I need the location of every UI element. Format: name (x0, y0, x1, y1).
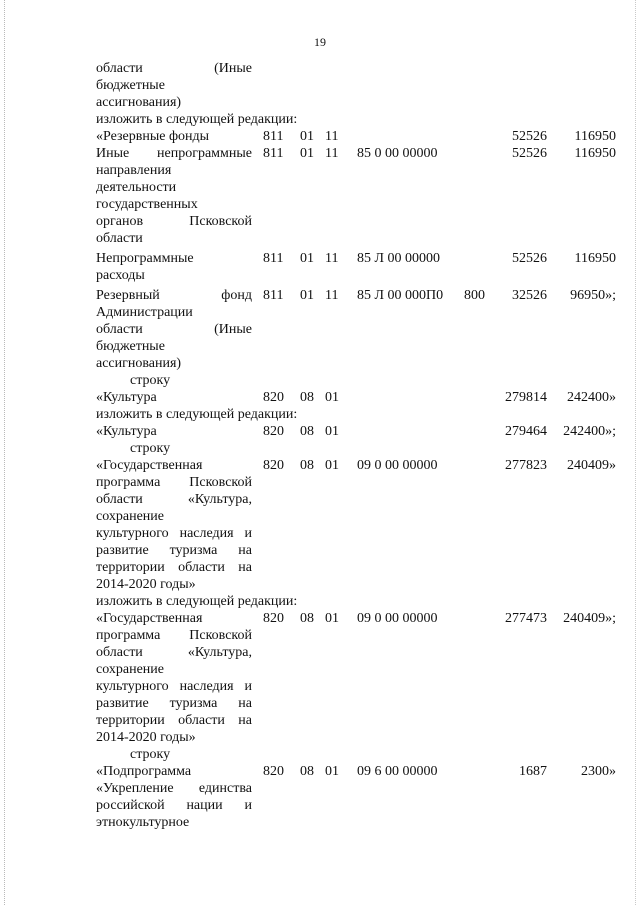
cell-sum-1: 52526 (512, 146, 547, 161)
cell-sum-2: 242400»; (563, 424, 616, 439)
cell-razdel: 08 (300, 611, 314, 626)
row-name: «Культура (96, 390, 157, 405)
cell-vedomstvo: 811 (263, 129, 284, 144)
cell-vedomstvo: 811 (263, 288, 284, 303)
row-name: «Государственная программа Псковской области «Культура, сохранение культурного наследия и развитие туризма на территории области на 2014-2020 годы» (96, 458, 252, 592)
page-number: 19 (314, 35, 326, 49)
cell-sum-2: 242400» (567, 390, 616, 405)
row-name: Резервный фонд Администрации области (Иные бюджетные ассигнования) (96, 288, 252, 371)
table-row (0, 250, 640, 284)
table-row (0, 145, 640, 247)
cell-sum-1: 279464 (505, 424, 547, 439)
table-row (0, 60, 640, 111)
cell-podrazdel: 01 (325, 424, 339, 439)
line-note: строку (130, 373, 171, 388)
cell-sum-2: 116950 (574, 146, 616, 161)
line-note: строку (130, 747, 171, 762)
cell-sum-2: 240409» (567, 458, 616, 473)
cell-csr: 85 Л 00 00000 (357, 251, 440, 266)
edit-note: изложить в следующей редакции: (96, 594, 298, 609)
cell-podrazdel: 01 (325, 390, 339, 405)
cell-vedomstvo: 820 (263, 611, 284, 626)
cell-sum-2: 96950»; (570, 288, 616, 303)
cell-vedomstvo: 820 (263, 390, 284, 405)
cell-sum-1: 1687 (519, 764, 547, 779)
cell-vedomstvo: 820 (263, 458, 284, 473)
cell-sum-2: 240409»; (563, 611, 616, 626)
cell-podrazdel: 11 (325, 146, 339, 161)
cell-vedomstvo: 820 (263, 764, 284, 779)
cell-sum-1: 52526 (512, 251, 547, 266)
row-name: Непрограммные расходы (96, 251, 194, 283)
cell-vedomstvo: 811 (263, 251, 284, 266)
table-row (0, 389, 640, 406)
edit-note: изложить в следующей редакции: (96, 407, 298, 422)
cell-podrazdel: 11 (325, 288, 339, 303)
cell-sum-2: 116950 (574, 251, 616, 266)
cell-csr: 85 Л 00 000П0 (357, 288, 444, 303)
cell-vr: 800 (464, 288, 485, 303)
cell-podrazdel: 11 (325, 129, 339, 144)
cell-csr: 09 0 00 00000 (357, 611, 438, 626)
table-row (0, 287, 640, 372)
cell-sum-1: 32526 (512, 288, 547, 303)
cell-sum-2: 116950 (574, 129, 616, 144)
cell-razdel: 01 (300, 129, 314, 144)
table-row (0, 763, 640, 831)
cell-csr: 85 0 00 00000 (357, 146, 438, 161)
table-row (0, 610, 640, 746)
cell-podrazdel: 01 (325, 458, 339, 473)
row-name: «Культура (96, 424, 157, 439)
cell-sum-1: 277823 (505, 458, 547, 473)
row-name: «Государственная программа Псковской области «Культура, сохранение культурного наследия и развитие туризма на территории области на 2014-2020 годы» (96, 611, 252, 745)
cell-razdel: 08 (300, 390, 314, 405)
row-name: Иные непрограммные направления деятельности государственных органов Псковской области (96, 146, 252, 246)
cell-razdel: 01 (300, 288, 314, 303)
cell-razdel: 08 (300, 764, 314, 779)
row-name: «Подпрограмма «Укрепление единства российской нации и этнокультурное (96, 764, 252, 830)
cell-razdel: 08 (300, 458, 314, 473)
row-name: «Резервные фонды (96, 129, 210, 144)
cell-podrazdel: 01 (325, 611, 339, 626)
cell-csr: 09 6 00 00000 (357, 764, 438, 779)
cell-sum-2: 2300» (581, 764, 616, 779)
cell-sum-1: 277473 (505, 611, 547, 626)
cell-razdel: 01 (300, 251, 314, 266)
table-row (0, 457, 640, 593)
cell-vedomstvo: 811 (263, 146, 284, 161)
cell-razdel: 01 (300, 146, 314, 161)
cell-razdel: 08 (300, 424, 314, 439)
budget-table (0, 60, 640, 831)
table-row (0, 423, 640, 440)
edit-note: изложить в следующей редакции: (96, 112, 298, 127)
cell-podrazdel: 11 (325, 251, 339, 266)
line-note: строку (130, 441, 171, 456)
cell-vedomstvo: 820 (263, 424, 284, 439)
cell-csr: 09 0 00 00000 (357, 458, 438, 473)
cell-sum-1: 279814 (505, 390, 547, 405)
table-row (0, 128, 640, 145)
cell-podrazdel: 01 (325, 764, 339, 779)
cell-sum-1: 52526 (512, 129, 547, 144)
row-name: области (Иные бюджетные ассигнования) (96, 61, 252, 110)
